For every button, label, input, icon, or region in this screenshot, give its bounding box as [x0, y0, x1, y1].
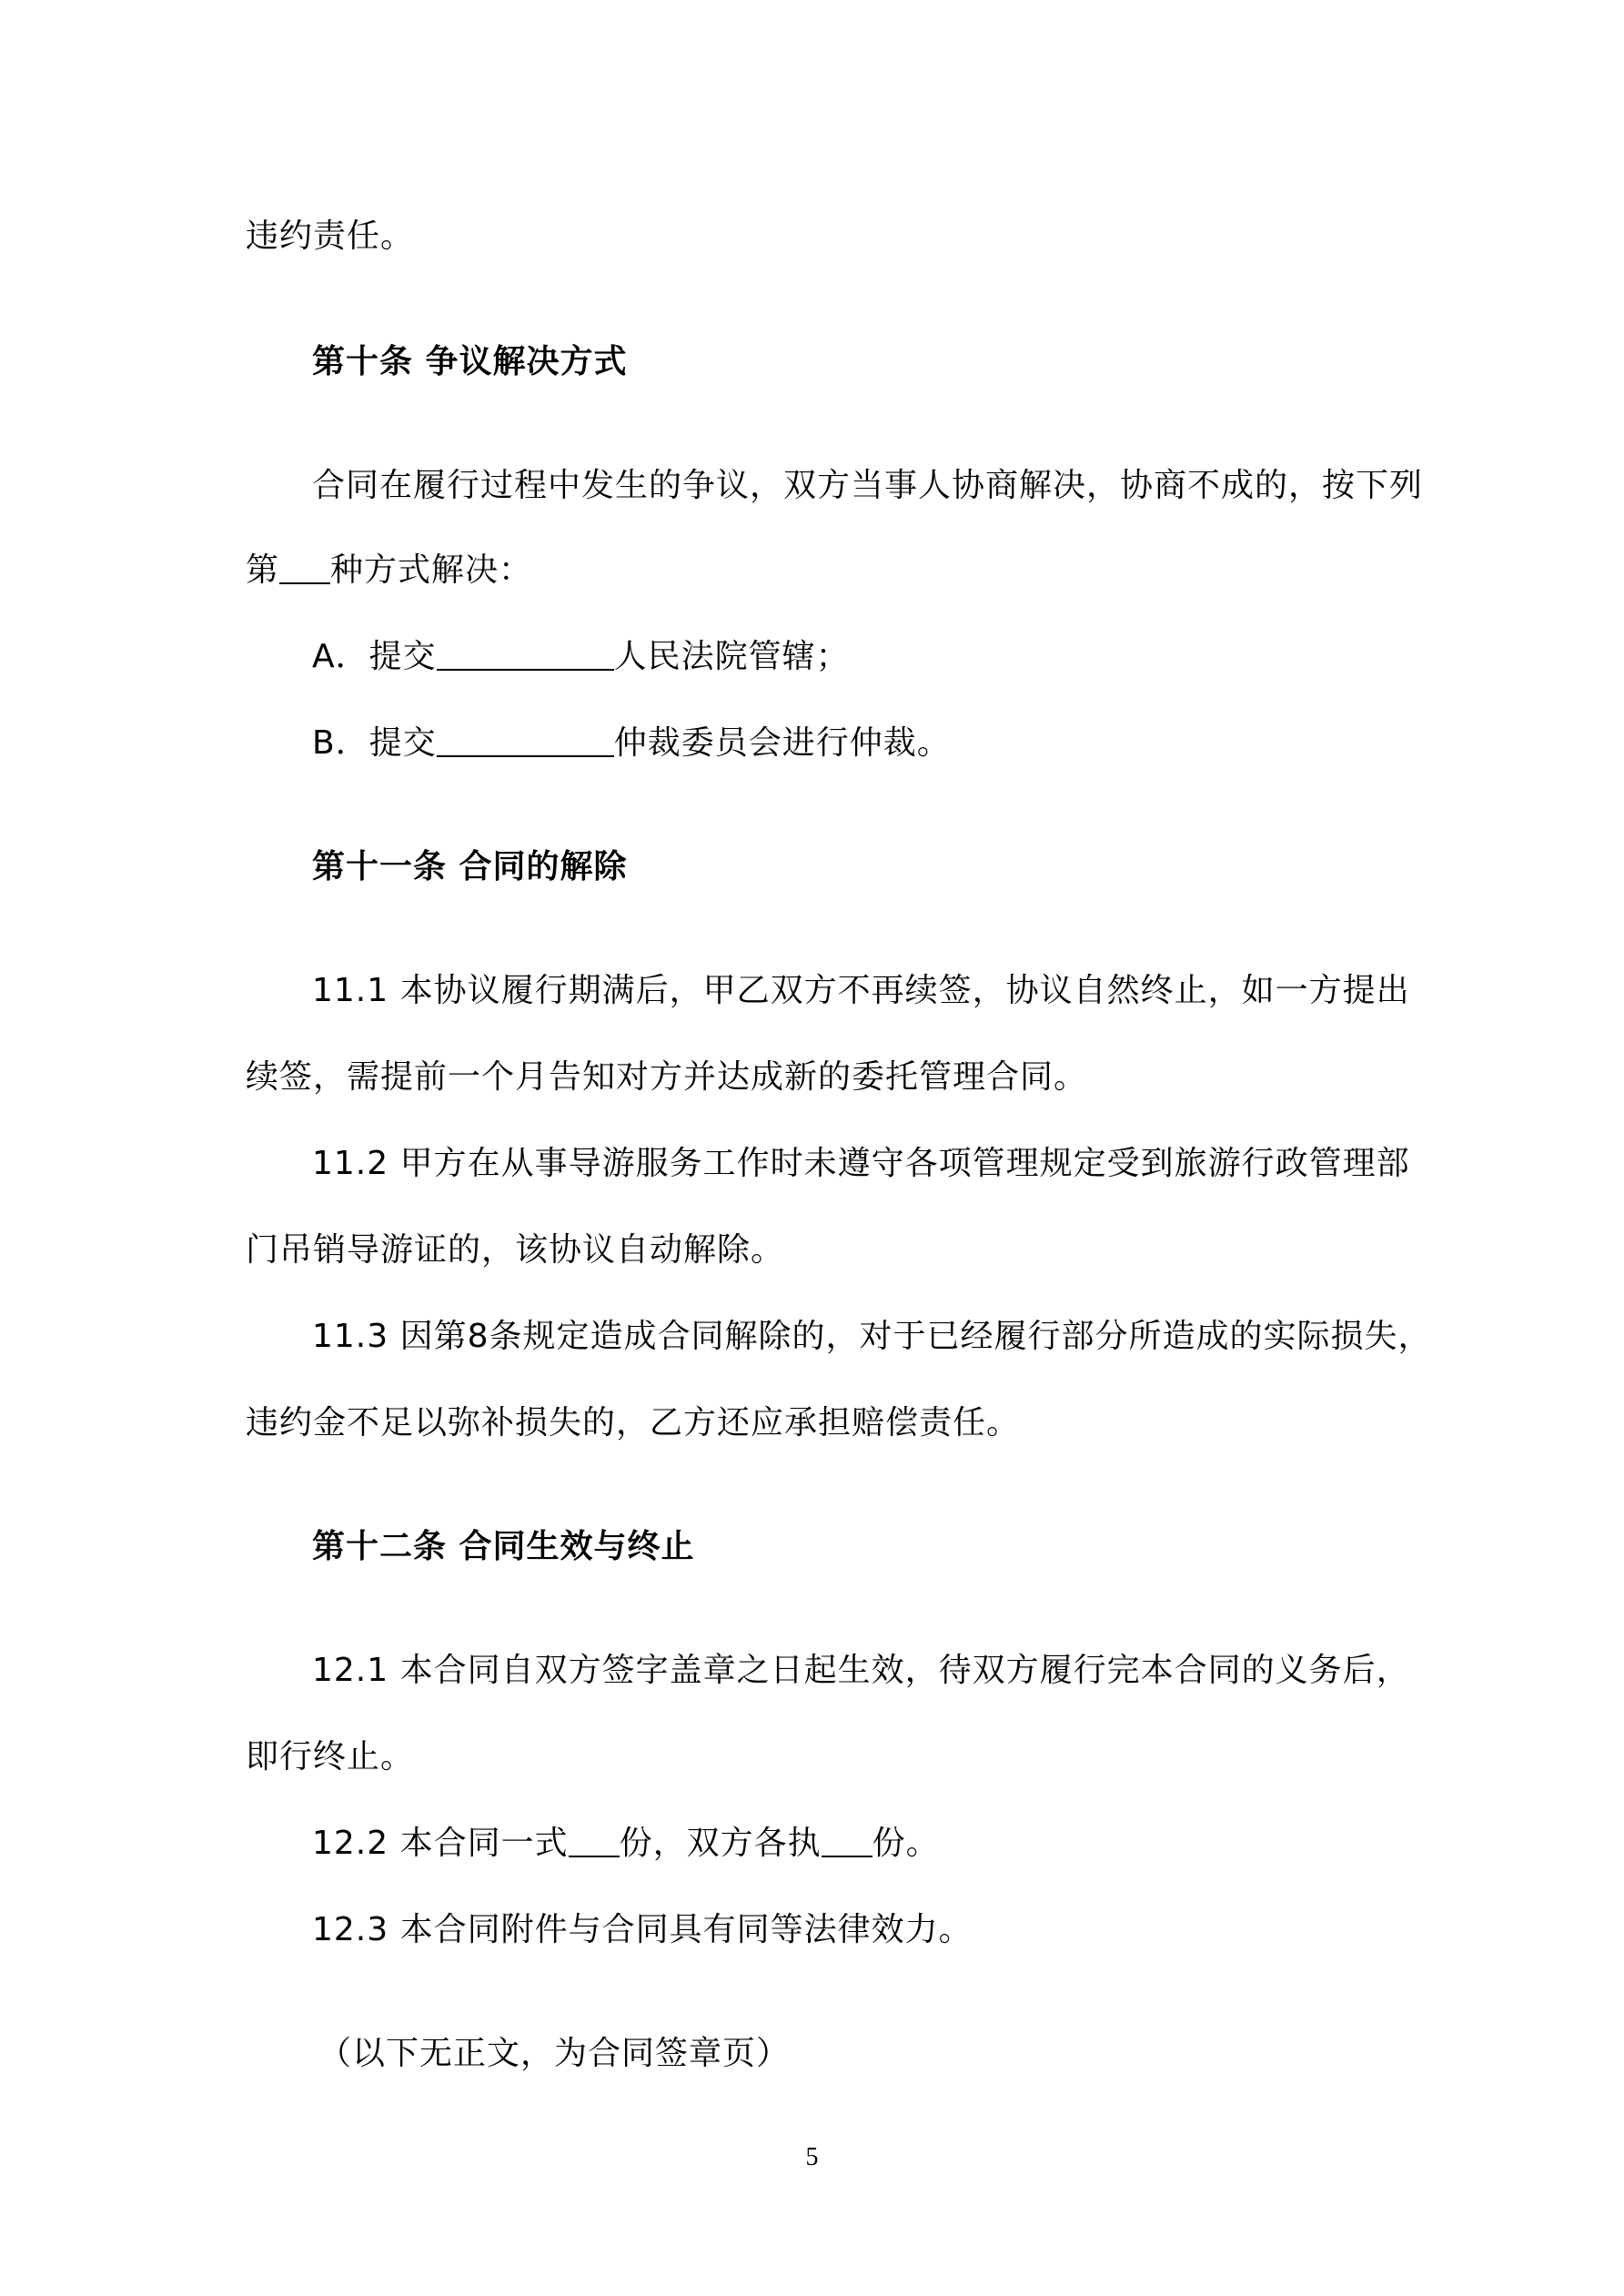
clause-12-2: [312, 1826, 940, 1862]
clause-11-3-line1: 11.3 因第8条规定造成合同解除的，对于已经履行部分所造成的实际损失，: [312, 1318, 1432, 1355]
text-fragment: 12.2 本合同一式: [312, 1825, 569, 1862]
text-fragment: A．提交: [312, 638, 437, 675]
clause-12-1-line1: 12.1 本合同自双方签字盖章之日起生效，待双方履行完本合同的义务后，: [312, 1652, 1410, 1689]
text-fragment: 仲裁委员会进行仲裁。: [613, 724, 951, 762]
blank-field: [437, 728, 614, 757]
page-number: 5: [805, 2143, 819, 2171]
clause-11-1-line1: 11.1 本协议履行期满后，甲乙双方不再续签，协议自然终止，如一方提出: [312, 972, 1410, 1009]
option-a: [312, 639, 850, 675]
article-10-para-line1: 合同在履行过程中发生的争议，双方当事人协商解决，协商不成的，按下列: [312, 467, 1424, 504]
clause-12-3: 12.3 本合同附件与合同具有同等法律效力。: [312, 1911, 973, 1948]
article-10-para-line2: [246, 552, 532, 589]
blank-field: [437, 642, 614, 671]
text-fragment: 份，双方各执: [619, 1825, 822, 1862]
text-fragment: 份。: [872, 1825, 940, 1862]
clause-11-1-line2: 续签，需提前一个月告知对方并达成新的委托管理合同。: [246, 1058, 1088, 1096]
text-fragment: 第: [246, 551, 280, 589]
text-fragment: 人民法院管辖；: [613, 638, 850, 675]
blank-field: [822, 1828, 873, 1857]
clause-11-2-line2: 门吊销导游证的，该协议自动解除。: [246, 1231, 785, 1269]
article-12-heading: 第十二条 合同生效与终止: [312, 1528, 695, 1565]
article-10-heading: 第十条 争议解决方式: [312, 343, 628, 380]
text-fragment: 种方式解决：: [330, 551, 533, 589]
clause-11-2-line1: 11.2 甲方在从事导游服务工作时未遵守各项管理规定受到旅游行政管理部: [312, 1145, 1410, 1182]
clause-11-3-line2: 违约金不足以弥补损失的，乙方还应承担赔偿责任。: [246, 1404, 1021, 1441]
text-fragment: B．提交: [312, 724, 437, 762]
option-b: [312, 725, 951, 762]
article-11-heading: 第十一条 合同的解除: [312, 848, 628, 885]
closing-note: （以下无正文，为合同签章页）: [318, 2035, 791, 2072]
blank-field: [569, 1828, 620, 1857]
clause-12-1-line2: 即行终止。: [246, 1738, 415, 1775]
continuation-text: 违约责任。: [246, 217, 415, 255]
blank-field: [279, 555, 330, 584]
